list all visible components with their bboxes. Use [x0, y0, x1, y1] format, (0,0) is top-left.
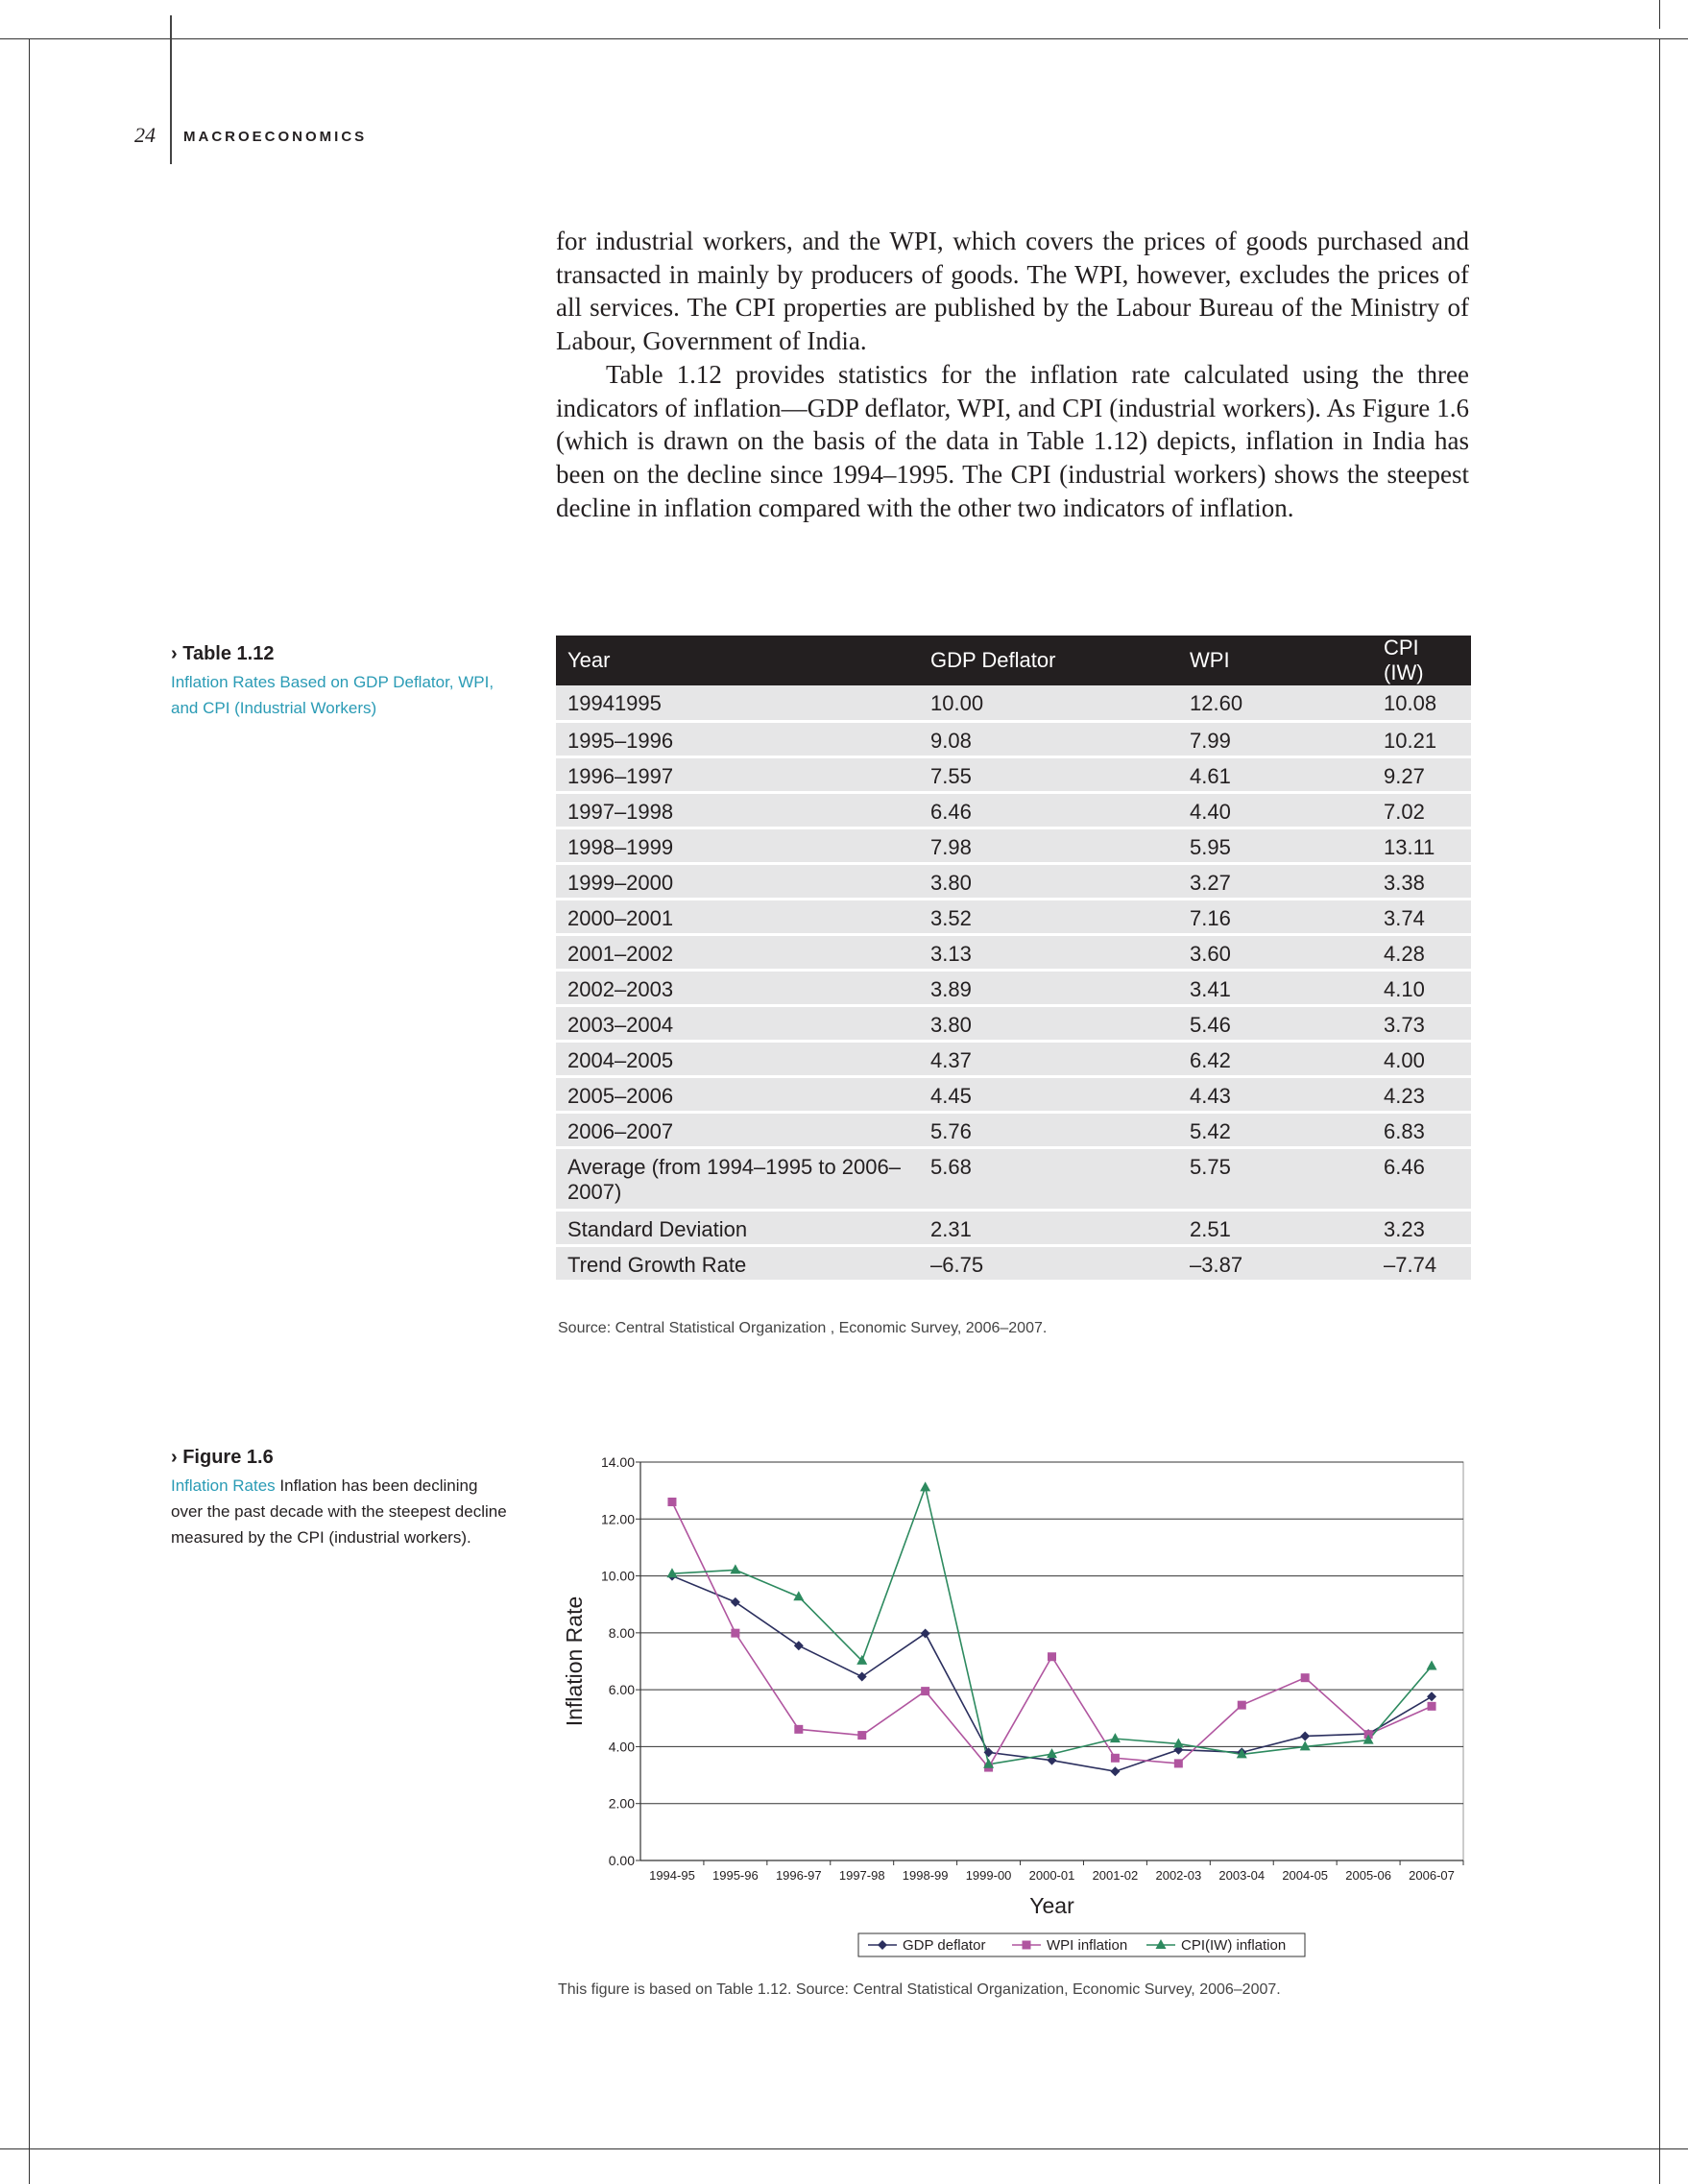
value-cell: 6.46 [919, 792, 1178, 828]
row-label-cell: 1997–1998 [556, 792, 919, 828]
value-cell: 3.52 [919, 899, 1178, 934]
value-cell: –6.75 [919, 1245, 1178, 1281]
inflation-chart [556, 1445, 1478, 1968]
value-cell: 7.16 [1178, 899, 1372, 934]
y-tick-label: 10.00 [600, 1568, 635, 1584]
body-paragraph: for industrial workers, and the WPI, which covers the prices of goods purchased and transacted in mainly by producers of goods. The WPI, however, excludes the prices of all services. The CPI properties are published by the Labour Bureau of the Ministry of Labour, Government of India. [556, 227, 1469, 356]
row-label-cell: 2006–2007 [556, 1112, 919, 1147]
figure-caption [171, 1473, 507, 1550]
value-cell: –3.87 [1178, 1245, 1372, 1281]
value-cell: 3.80 [919, 863, 1178, 899]
value-cell: 4.37 [919, 1041, 1178, 1076]
crop-mark [29, 38, 30, 2184]
row-label-cell: 19941995 [556, 685, 919, 721]
data-point-wpi-inflation [857, 1731, 866, 1740]
row-label-cell: 1995–1996 [556, 721, 919, 756]
value-cell: 3.73 [1372, 1005, 1471, 1041]
x-tick-label: 2002-03 [1155, 1868, 1202, 1883]
value-cell: 3.89 [919, 970, 1178, 1005]
x-tick-label: 1999-00 [965, 1868, 1012, 1883]
row-label-cell: 2000–2001 [556, 899, 919, 934]
value-cell: 4.28 [1372, 934, 1471, 970]
row-label-cell: 2004–2005 [556, 1041, 919, 1076]
running-title: MACROECONOMICS [183, 129, 368, 145]
y-tick-label: 0.00 [608, 1853, 635, 1868]
x-tick-label: 2004-05 [1282, 1868, 1329, 1883]
value-cell: 3.41 [1178, 970, 1372, 1005]
data-point-wpi-inflation [1174, 1759, 1183, 1767]
table-header-row [556, 636, 1471, 685]
value-cell: 5.46 [1178, 1005, 1372, 1041]
data-point-wpi-inflation [731, 1629, 739, 1638]
row-label-cell: 2001–2002 [556, 934, 919, 970]
figure-caption-title: Inflation Rates [171, 1476, 276, 1495]
data-point-wpi-inflation [1428, 1702, 1436, 1711]
column-header: GDP Deflator [919, 636, 1178, 685]
y-tick-label: 8.00 [608, 1624, 635, 1641]
value-cell: 3.60 [1178, 934, 1372, 970]
data-point-wpi-inflation [921, 1687, 929, 1695]
table-row [556, 1041, 1471, 1076]
figure-caption-block [171, 1445, 507, 1550]
data-point-wpi-inflation [1048, 1652, 1056, 1661]
table-label: › Table 1.12 [171, 643, 275, 664]
value-cell: 13.11 [1372, 828, 1471, 863]
value-cell: 5.95 [1178, 828, 1372, 863]
row-label-cell: 2005–2006 [556, 1076, 919, 1112]
body-text [556, 225, 1469, 524]
value-cell: 10.00 [919, 685, 1178, 721]
figure-source: This figure is based on Table 1.12. Source: Central Statistical Organization, Economic Survey, 2006–2007. [558, 1981, 1281, 1998]
table-source: Source: Central Statistical Organization , Economic Survey, 2006–2007. [558, 1320, 1048, 1336]
value-cell: 2.51 [1178, 1210, 1372, 1245]
x-tick-label: 2000-01 [1028, 1868, 1075, 1883]
x-tick-label: 2006-07 [1409, 1868, 1455, 1883]
table-row [556, 934, 1471, 970]
row-label-cell: Standard Deviation [556, 1210, 919, 1245]
table-row [556, 1147, 1471, 1210]
value-cell: 7.55 [919, 756, 1178, 792]
row-label-cell: Average (from 1994–1995 to 2006–2007) [556, 1147, 919, 1210]
value-cell: 4.23 [1372, 1076, 1471, 1112]
value-cell: 2.31 [919, 1210, 1178, 1245]
y-tick-label: 6.00 [608, 1682, 635, 1698]
value-cell: 5.42 [1178, 1112, 1372, 1147]
value-cell: 3.27 [1178, 863, 1372, 899]
table-row [556, 1245, 1471, 1281]
value-cell: 6.46 [1372, 1147, 1471, 1210]
x-tick-label: 2001-02 [1092, 1868, 1139, 1883]
crop-mark [1659, 0, 1660, 29]
value-cell: 4.40 [1178, 792, 1372, 828]
y-tick-label: 2.00 [608, 1795, 635, 1812]
data-point-wpi-inflation [1301, 1673, 1310, 1682]
value-cell: 10.08 [1372, 685, 1471, 721]
legend-label: WPI inflation [1047, 1937, 1128, 1954]
table-row [556, 899, 1471, 934]
row-label-cell: 2003–2004 [556, 1005, 919, 1041]
value-cell: 10.21 [1372, 721, 1471, 756]
body-paragraph: Table 1.12 provides statistics for the inflation rate calculated using the three indicators of inflation—GDP deflator, WPI, and CPI (industrial workers). As Figure 1.6 (which is drawn on the basis of the data in Table 1.12) depicts, inflation in India has been on the decline since 1994–1995. The CPI (industrial workers) shows the steepest decline in inflation compared with the other two indicators of inflation. [556, 359, 1469, 522]
row-label-cell: 2002–2003 [556, 970, 919, 1005]
y-tick-label: 14.00 [600, 1454, 635, 1470]
x-tick-label: 2003-04 [1218, 1868, 1266, 1883]
value-cell: 7.02 [1372, 792, 1471, 828]
x-tick-label: 1996-97 [775, 1868, 822, 1883]
x-tick-label: 1997-98 [838, 1868, 885, 1883]
figure-caption-text: Inflation has been declining over the past decade with the steepest decline measured by the CPI (industrial workers). [171, 1476, 507, 1547]
y-axis-title: Inflation Rate [562, 1596, 587, 1727]
table-row [556, 792, 1471, 828]
value-cell: 3.13 [919, 934, 1178, 970]
data-point-wpi-inflation [1238, 1701, 1246, 1710]
x-tick-label: 1998-99 [902, 1868, 949, 1883]
value-cell: 5.68 [919, 1147, 1178, 1210]
legend-label: GDP deflator [903, 1937, 986, 1954]
value-cell: 4.61 [1178, 756, 1372, 792]
data-point-wpi-inflation [1111, 1754, 1120, 1763]
plot-area [640, 1462, 1463, 1860]
value-cell: 9.27 [1372, 756, 1471, 792]
crop-mark [0, 2148, 1688, 2149]
x-tick-label: 1994-95 [649, 1868, 695, 1883]
row-label-cell: Trend Growth Rate [556, 1245, 919, 1281]
crop-mark [0, 38, 1688, 39]
table-caption: Inflation Rates Based on GDP Deflator, WPI, and CPI (Industrial Workers) [171, 673, 494, 717]
table-row [556, 970, 1471, 1005]
x-tick-label: 2005-06 [1345, 1868, 1391, 1883]
value-cell: 5.76 [919, 1112, 1178, 1147]
value-cell: 12.60 [1178, 685, 1372, 721]
value-cell: 4.00 [1372, 1041, 1471, 1076]
row-label-cell: 1996–1997 [556, 756, 919, 792]
value-cell: 4.45 [919, 1076, 1178, 1112]
header-divider [170, 15, 172, 164]
page-number: 24 [134, 123, 156, 147]
x-axis-title: Year [1029, 1893, 1074, 1918]
column-header: CPI (IW) [1372, 636, 1471, 685]
table-row [556, 721, 1471, 756]
x-tick-label: 1995-96 [712, 1868, 759, 1883]
data-point-wpi-inflation [667, 1498, 676, 1506]
value-cell: 6.42 [1178, 1041, 1372, 1076]
value-cell: 4.10 [1372, 970, 1471, 1005]
row-label-cell: 1998–1999 [556, 828, 919, 863]
inflation-table [556, 636, 1471, 1283]
crop-mark [29, 2160, 30, 2184]
data-point-wpi-inflation [794, 1725, 803, 1734]
data-point-wpi-inflation [1023, 1941, 1031, 1950]
value-cell: 7.98 [919, 828, 1178, 863]
column-header: Year [556, 636, 919, 685]
value-cell: 3.80 [919, 1005, 1178, 1041]
value-cell: –7.74 [1372, 1245, 1471, 1281]
value-cell: 4.43 [1178, 1076, 1372, 1112]
table-row [556, 1076, 1471, 1112]
value-cell: 3.74 [1372, 899, 1471, 934]
y-tick-label: 4.00 [608, 1739, 635, 1755]
value-cell: 6.83 [1372, 1112, 1471, 1147]
table-row [556, 1005, 1471, 1041]
value-cell: 9.08 [919, 721, 1178, 756]
legend-label: CPI(IW) inflation [1181, 1937, 1287, 1954]
value-cell: 3.38 [1372, 863, 1471, 899]
row-label-cell: 1999–2000 [556, 863, 919, 899]
column-header: WPI [1178, 636, 1372, 685]
table-row [556, 1210, 1471, 1245]
table-row [556, 1112, 1471, 1147]
table-row [556, 685, 1471, 721]
table-row [556, 863, 1471, 899]
value-cell: 5.75 [1178, 1147, 1372, 1210]
table-row [556, 828, 1471, 863]
value-cell: 3.23 [1372, 1210, 1471, 1245]
value-cell: 7.99 [1178, 721, 1372, 756]
table-row [556, 756, 1471, 792]
table-caption-block [171, 641, 507, 721]
figure-label: › Figure 1.6 [171, 1447, 274, 1468]
y-tick-label: 12.00 [600, 1511, 635, 1527]
crop-mark [1659, 38, 1660, 2184]
